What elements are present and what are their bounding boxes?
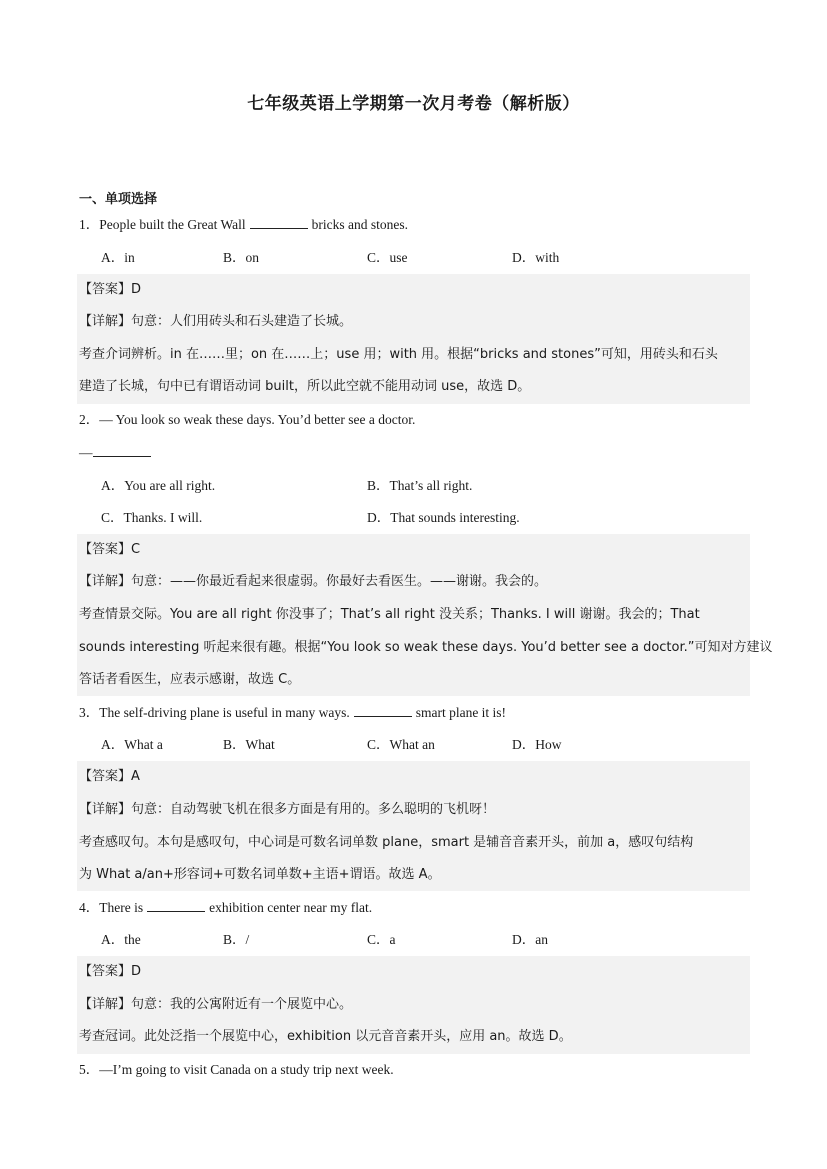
question-1-option-d: D．with xyxy=(512,250,560,265)
question-1-option-b: B．on xyxy=(223,250,260,265)
page-title: 七年级英语上学期第一次月考卷（解析版） xyxy=(247,94,580,114)
question-2-reply: — xyxy=(79,443,155,463)
question-3-option-c: C．What an xyxy=(367,737,435,752)
question-3-stem: 3．The self-driving plane is useful in many ways. smart plane it is! xyxy=(79,705,507,720)
section-title: 一、单项选择 xyxy=(79,192,158,207)
question-4-option-b: B．/ xyxy=(223,932,250,947)
question-3-option-b: B．What xyxy=(223,737,275,752)
question-3-explain-line-1: 考查感叹句。本句是感叹句，中心词是可数名词单数 plane，smart 是辅音音素开头，前加 a，感叹句结构 xyxy=(79,835,694,850)
question-2-explain-line-2: sounds interesting 听起来很有趣。根据“You look so weak these days. You’d better see a doctor.”可知对方建议 xyxy=(79,640,773,655)
answer-blank xyxy=(147,899,205,912)
question-2-detail: 【详解】句意：——你最近看起来很虚弱。你最好去看医生。——谢谢。我会的。 xyxy=(79,574,548,589)
question-2-stem: 2．— You look so weak these days. You’d better see a doctor. xyxy=(79,412,416,427)
question-5-stem: 5．—I’m going to visit Canada on a study trip next week. xyxy=(79,1062,394,1077)
question-4-detail: 【详解】句意：我的公寓附近有一个展览中心。 xyxy=(79,997,353,1012)
question-3-detail: 【详解】句意：自动驾驶飞机在很多方面是有用的。多么聪明的飞机呀！ xyxy=(79,802,496,817)
question-1-explain-line-1: 考查介词辨析。in 在……里；on 在……上；use 用；with 用。根据“bricks and stones”可知，用砖头和石头 xyxy=(79,347,718,362)
question-4-option-c: C．a xyxy=(367,932,396,947)
question-3-answer: 【答案】A xyxy=(79,769,140,784)
question-4-option-d: D．an xyxy=(512,932,548,947)
question-1-explain-line-2: 建造了长城，句中已有谓语动词 built，所以此空就不能用动词 use，故选 D。 xyxy=(79,379,531,394)
answer-blank xyxy=(250,216,308,229)
question-3-option-a: A．What a xyxy=(101,737,163,752)
question-1-option-c: C．use xyxy=(367,250,408,265)
question-2-explain-line-1: 考查情景交际。You are all right 你没事了；That’s all right 没关系；Thanks. I will 谢谢。我会的；That xyxy=(79,607,700,622)
question-1-stem: 1．People built the Great Wall bricks and stones. xyxy=(79,217,408,232)
answer-blank xyxy=(93,444,151,457)
question-1-option-a: A．in xyxy=(101,250,135,265)
question-2-answer: 【答案】C xyxy=(79,542,141,557)
question-4-stem: 4．There is exhibition center near my flat. xyxy=(79,900,373,915)
question-3-option-d: D．How xyxy=(512,737,562,752)
question-4-option-a: A．the xyxy=(101,932,141,947)
answer-blank xyxy=(354,704,412,717)
question-1-detail: 【详解】句意：人们用砖头和石头建造了长城。 xyxy=(79,314,353,329)
question-2-option-d: D．That sounds interesting. xyxy=(367,510,520,525)
question-1-answer: 【答案】D xyxy=(79,282,142,297)
question-2-option-b: B．That’s all right. xyxy=(367,478,473,493)
question-2-option-c: C．Thanks. I will. xyxy=(101,510,203,525)
question-2-option-a: A．You are all right. xyxy=(101,478,216,493)
question-3-explain-line-2: 为 What a/an+形容词+可数名词单数+主语+谓语。故选 A。 xyxy=(79,867,441,882)
question-4-answer: 【答案】D xyxy=(79,964,142,979)
question-2-explain-line-3: 答话者看医生，应表示感谢，故选 C。 xyxy=(79,672,301,687)
question-4-explain-line-1: 考查冠词。此处泛指一个展览中心，exhibition 以元音音素开头，应用 an。故选 D。 xyxy=(79,1029,572,1044)
